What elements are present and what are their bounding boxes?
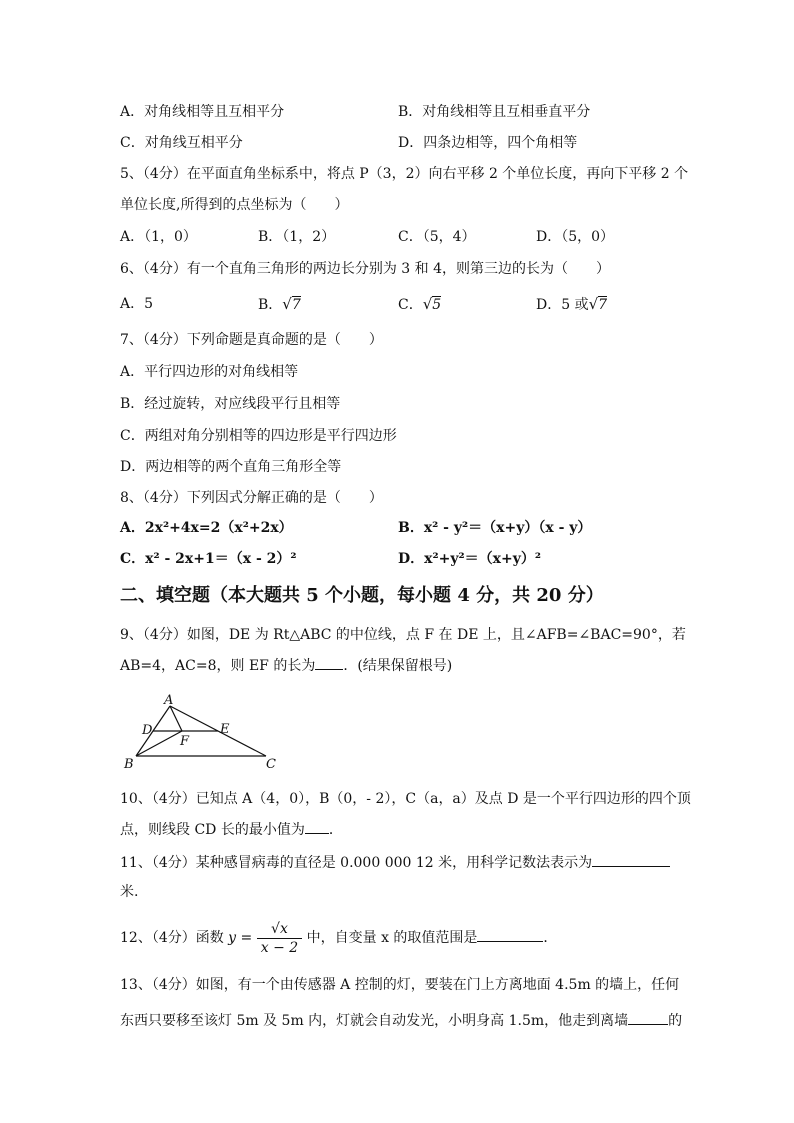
q10-line2: 点，则线段 CD 长的最小值为 ．	[120, 819, 343, 840]
q11-line1: 11、（4分）某种感冒病毒的直径是 0.000 000 12 米，用科学记数法表示为	[120, 852, 670, 873]
q7-option-d: D．两边相等的两个直角三角形全等	[120, 459, 342, 475]
q7-option-a: A．平行四边形的对角线相等	[120, 364, 299, 380]
label-e: E	[220, 722, 230, 737]
q6-option-b: B．√7	[258, 295, 301, 313]
q5-option-b: B．（1，2）	[258, 229, 336, 245]
q5-stem-line1: 5、（4分）在平面直角坐标系中，将点 P（3，2）向右平移 2 个单位长度，再向下平移 2 个	[120, 166, 689, 182]
q6-stem: 6、（4分）有一个直角三角形的两边长分别为 3 和 4，则第三边的长为（ ）	[120, 261, 610, 277]
q10-line1: 10、（4分）已知点 A（4，0），B（0，- 2），C（a，a）及点 D 是一个平行四边形的四个顶	[120, 791, 691, 807]
q9-triangle-figure	[118, 688, 288, 772]
q4-option-b: B．对角线相等且互相垂直平分	[398, 104, 591, 120]
q8-option-b: B．x² - y²＝（x+y）（x - y）	[398, 520, 592, 536]
q9-line1: 9、（4分）如图，DE 为 Rt△ABC 的中位线，点 F 在 DE 上，且∠AFB=∠BAC=90°，若	[120, 627, 686, 643]
q8-option-a: A．2x²+4x=2（x²+2x）	[120, 520, 293, 536]
section-heading: 二、填空题（本大题共 5 个小题，每小题 4 分，共 20 分）	[120, 585, 604, 606]
q6-option-a: A．5	[120, 296, 154, 312]
q13-line1: 13、（4分）如图，有一个由传感器 A 控制的灯，要装在门上方离地面 4.5m 的墙上，任何	[120, 977, 680, 993]
q4-option-d: D．四条边相等，四个角相等	[398, 135, 578, 151]
q12-answer-blank[interactable]	[477, 927, 543, 942]
q11-line2: 米.	[120, 884, 139, 900]
q4-option-c: C．对角线互相平分	[120, 135, 243, 151]
q6-option-c: C．√5	[398, 295, 442, 313]
q5-option-a: A．（1，0）	[120, 229, 197, 245]
q5-stem-line2: 单位长度,所得到的点坐标为（ ）	[120, 197, 349, 213]
q9-line2: AB=4，AC=8，则 EF 的长为 ．(结果保留根号)	[120, 655, 452, 676]
q12-fraction: $\frac{√x}{x - 2}$	[257, 920, 302, 957]
q8-stem: 8、（4分）下列因式分解正确的是（ ）	[120, 490, 383, 506]
q7-option-b: B．经过旋转，对应线段平行且相等	[120, 396, 341, 412]
q6-d-radicand: 7	[598, 297, 608, 313]
q8-option-d: D．x²+y²＝（x+y）²	[398, 551, 541, 567]
label-f: F	[180, 734, 190, 749]
q6-option-d: D．5 或√7	[536, 295, 608, 313]
q7-option-c: C．两组对角分别相等的四边形是平行四边形	[120, 428, 397, 444]
q5-option-c: C．（5，4）	[398, 229, 476, 245]
q12-line: 12、（4分）函数 y = $\frac{√x}{x - 2}$ 中，自变量 x 的取值范围是 ．	[120, 920, 558, 956]
q10-answer-blank[interactable]	[305, 819, 329, 834]
q6-b-radicand: 7	[291, 297, 301, 313]
q13-answer-blank[interactable]	[628, 1010, 668, 1025]
q4-option-a: A．对角线相等且互相平分	[120, 104, 285, 120]
q8-option-c: C．x² - 2x+1＝（x - 2）²	[120, 551, 297, 567]
q7-stem: 7、（4分）下列命题是真命题的是（ ）	[120, 332, 383, 348]
q9-answer-blank[interactable]	[315, 655, 343, 670]
label-c: C	[266, 757, 276, 772]
label-d: D	[142, 723, 153, 738]
q5-option-d: D．（5，0）	[536, 229, 615, 245]
label-b: B	[124, 757, 134, 772]
q13-line2: 东西只要移至该灯 5m 及 5m 内，灯就会自动发光，小明身高 1.5m，他走到离墙 的	[120, 1010, 682, 1031]
q6-c-radicand: 5	[432, 297, 442, 313]
label-a: A	[164, 693, 174, 708]
q11-answer-blank[interactable]	[592, 852, 670, 867]
